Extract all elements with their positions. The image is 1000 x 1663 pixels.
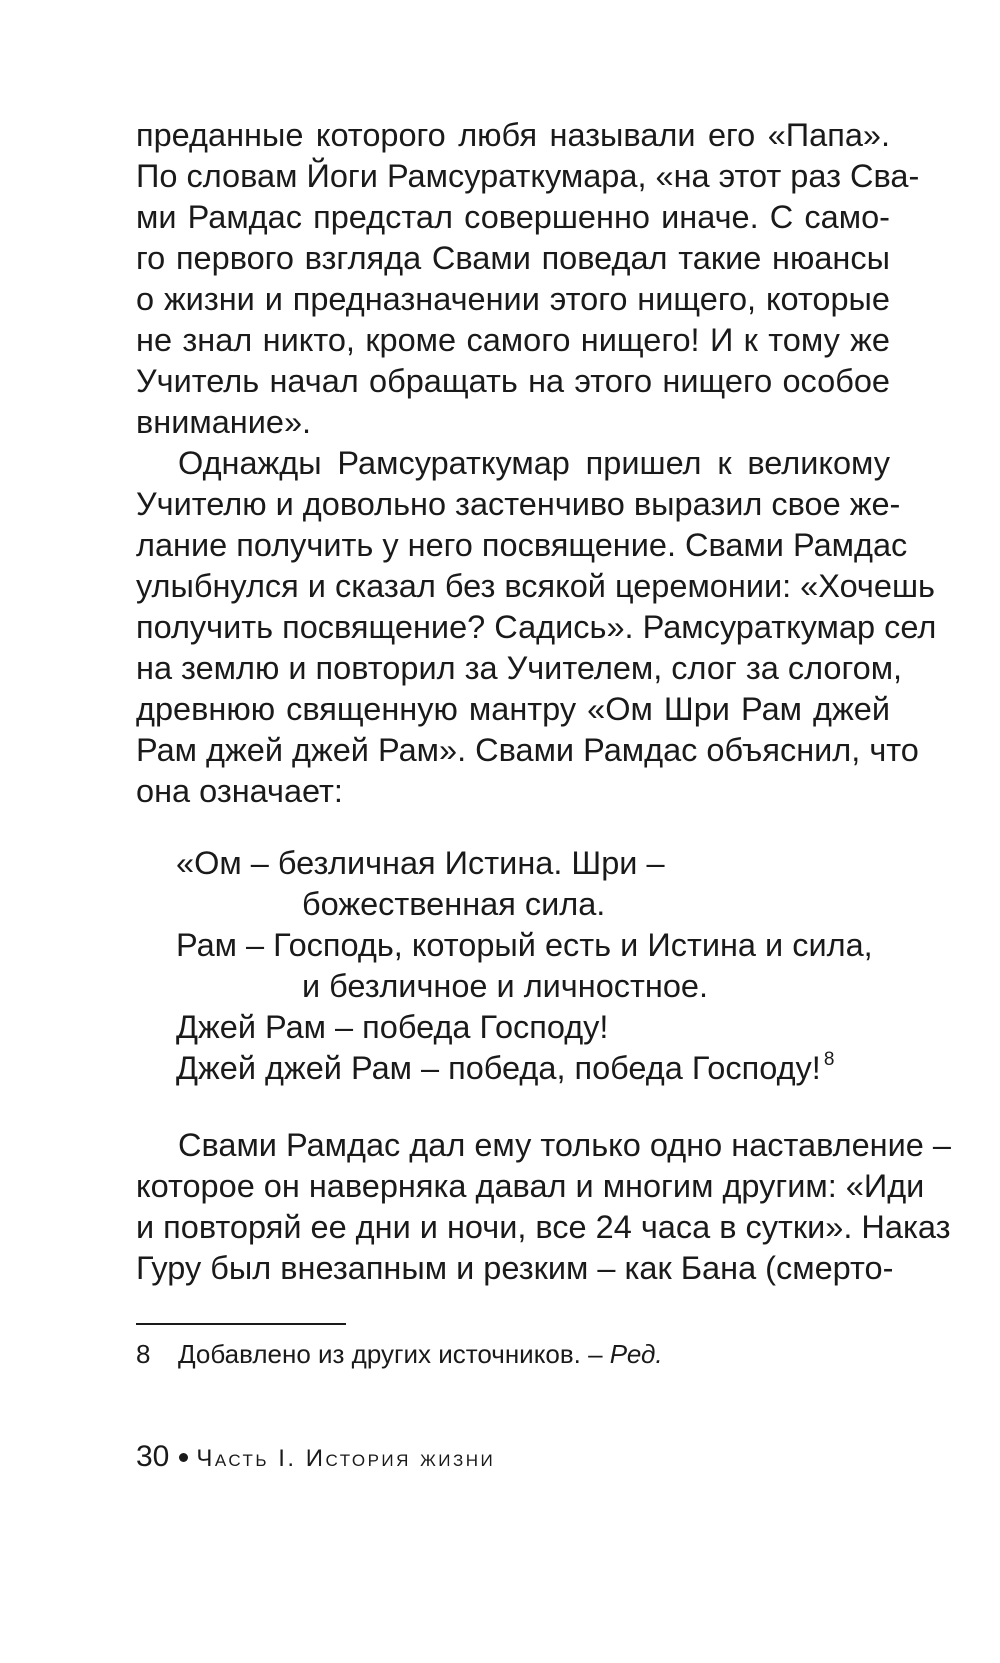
- text-line: и повторяй ее дни и ночи, все 24 часа в сутки». Наказ: [136, 1209, 951, 1245]
- verse-text: Джей джей Рам – победа, победа Господу!: [176, 1050, 821, 1086]
- text-line: внимание».: [136, 404, 312, 440]
- footnote: [136, 1337, 663, 1371]
- text-line: преданные которого любя называли его «Папа».: [136, 117, 890, 153]
- mantra-verse: [136, 843, 890, 1089]
- running-head: Часть I. История жизни: [196, 1445, 496, 1472]
- text-line: По словам Йоги Рамсураткумара, «на этот раз Сва-: [136, 158, 920, 194]
- footnote-text: Добавлено из других источников. –: [178, 1339, 610, 1369]
- text-line: го первого взгляда Свами поведал такие нюансы: [136, 240, 890, 276]
- verse-line: Рам – Господь, который есть и Истина и сила,: [176, 927, 873, 963]
- text-line: которое он наверняка давал и многим другим: «Иди: [136, 1168, 925, 1204]
- footnote-divider: [136, 1323, 346, 1325]
- footnote-reference[interactable]: 8: [823, 1049, 835, 1070]
- text-line: древнюю священную мантру «Ом Шри Рам джей: [136, 691, 890, 727]
- page-footer: [136, 1437, 495, 1477]
- text-line: Учитель начал обращать на этого нищего особое: [136, 363, 890, 399]
- text-line: лание получить у него посвящение. Свами Рамдас: [136, 527, 908, 563]
- text-line: Гуру был внезапным и резким – как Бана (смерто-: [136, 1250, 894, 1286]
- paragraph-2: [136, 443, 937, 812]
- verse-line: и безличное и личностное.: [302, 968, 709, 1004]
- text-line: о жизни и предназначении этого нищего, которые: [136, 281, 890, 317]
- bullet-separator-icon: [179, 1453, 188, 1462]
- verse-line-with-note: [136, 1048, 890, 1089]
- text-line: получить посвящение? Садись». Рамсураткумар сел: [136, 609, 937, 645]
- footnote-number: 8: [136, 1339, 151, 1369]
- text-line: не знал никто, кроме самого нищего! И к тому же: [136, 322, 890, 358]
- verse-line: «Ом – безличная Истина. Шри –: [176, 845, 665, 881]
- paragraph-3: [136, 1125, 951, 1289]
- text-line: ми Рамдас предстал совершенно иначе. С само-: [136, 199, 890, 235]
- text-line: улыбнулся и сказал без всякой церемонии: «Хочешь: [136, 568, 935, 604]
- page-number: 30: [136, 1440, 170, 1473]
- text-line: Однажды Рамсураткумар пришел к великому: [178, 445, 890, 481]
- text-line: Рам джей джей Рам». Свами Рамдас объяснил, что: [136, 732, 919, 768]
- text-line: на землю и повторил за Учителем, слог за слогом,: [136, 650, 903, 686]
- verse-line: Джей Рам – победа Господу!: [176, 1009, 609, 1045]
- text-line: она означает:: [136, 773, 343, 809]
- footnote-editor-mark: Ред.: [609, 1339, 663, 1369]
- text-line: Учителю и довольно застенчиво выразил свое же-: [136, 486, 901, 522]
- paragraph-1: [136, 115, 920, 443]
- verse-line: божественная сила.: [302, 886, 606, 922]
- text-line: Свами Рамдас дал ему только одно наставление –: [178, 1127, 951, 1163]
